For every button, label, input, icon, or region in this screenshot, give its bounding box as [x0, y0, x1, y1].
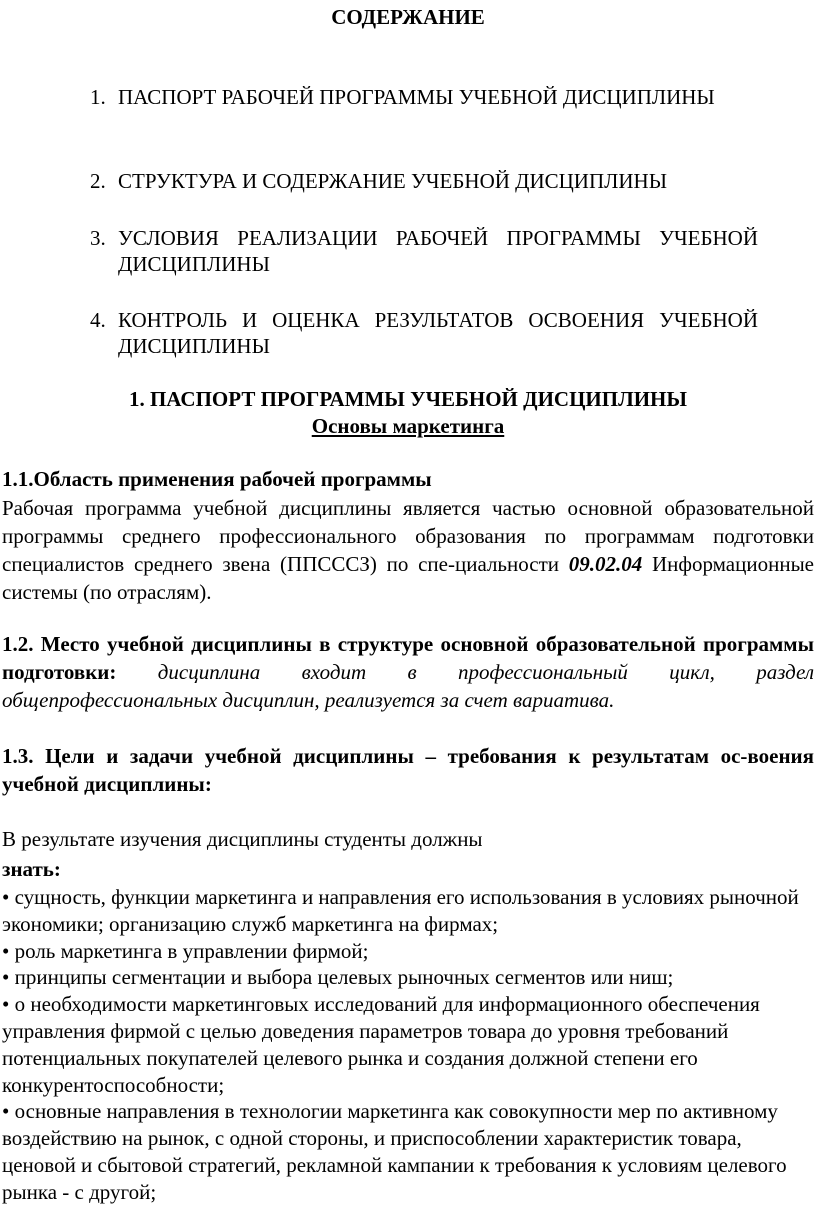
toc-text: КОНТРОЛЬ И ОЦЕНКА РЕЗУЛЬТАТОВ ОСВОЕНИЯ УЧЕБНОЙ ДИСЦИПЛИНЫ [118, 308, 758, 359]
toc-text: УСЛОВИЯ РЕАЛИЗАЦИИ РАБОЧЕЙ ПРОГРАММЫ УЧЕБНОЙ ДИСЦИПЛИНЫ [118, 226, 758, 277]
toc-item [90, 84, 758, 140]
discipline-name: Основы маркетинга [311, 414, 505, 438]
section-1-1-heading: 1.1.Область применения рабочей программы [2, 467, 432, 491]
list-item: • роль маркетинга в управлении фирмой; [2, 938, 369, 963]
result-intro: В результате изучения дисциплины студенты должны [2, 827, 483, 851]
toc-number: 3. [90, 226, 106, 250]
text-run: Рабочая программа учебной дисциплины является частью основной образовательной программы среднего профессионального образования по программам подготовки специалистов среднего звена (ППСССЗ) по спе-циальности [2, 496, 814, 576]
list-item: • о необходимости маркетинговых исследований для информационного обеспечения управления фирмой с целью доведения параметров товара до уровня требований потенциальных покупателей целевого рынка и создания должной степени его конкурентоспособности; [2, 992, 760, 1097]
toc-text: СТРУКТУРА И СОДЕРЖАНИЕ УЧЕБНОЙ ДИСЦИПЛИНЫ [118, 169, 668, 193]
know-label: знать: [2, 857, 61, 881]
toc-number: 4. [90, 308, 106, 332]
section-1-2-text: дисциплина входит в профессиональный цикл, раздел общепрофессиональных дисциплин, реализуется за счет вариатива. [2, 660, 814, 712]
section-1-1-text [2, 494, 814, 606]
toc-item [90, 307, 758, 363]
toc-title: СОДЕРЖАНИЕ [331, 5, 485, 29]
toc-item [90, 168, 758, 198]
list-item: • сущность, функции маркетинга и направления его использования в условиях рыночной экономики; организацию служб маркетинга на фирмах; [2, 885, 799, 936]
section-1-3-heading: 1.3. Цели и задачи учебной дисциплины – требования к результатам ос-воения учебной дисциплины: [2, 744, 814, 796]
section-title: 1. ПАСПОРТ ПРОГРАММЫ УЧЕБНОЙ ДИСЦИПЛИНЫ [128, 387, 688, 411]
list-item: • основные направления в технологии маркетинга как совокупности мер по активному воздействию на рынок, с одной стороны, и приспособлении характеристик товара, ценовой и сбытовой стратегий, рекламной кампании к требования к условиям целевого рынка - с другой; [2, 1099, 787, 1204]
specialty-code: 09.02.04 [568, 552, 643, 576]
toc-number: 1. [90, 85, 106, 109]
toc-text: ПАСПОРТ РАБОЧЕЙ ПРОГРАММЫ УЧЕБНОЙ ДИСЦИПЛИНЫ [118, 85, 715, 109]
toc-item [90, 225, 758, 281]
know-list [2, 884, 814, 1206]
section-1-2 [2, 630, 814, 714]
list-item: • принципы сегментации и выбора целевых рыночных сегментов или ниш; [2, 965, 674, 990]
section-1-2-heading: 1.2. Место учебной дисциплины в структуре основной образовательной программы подготовки: [2, 632, 814, 684]
toc-number: 2. [90, 169, 106, 193]
text-run: Информационные системы (по отраслям). [2, 552, 815, 604]
